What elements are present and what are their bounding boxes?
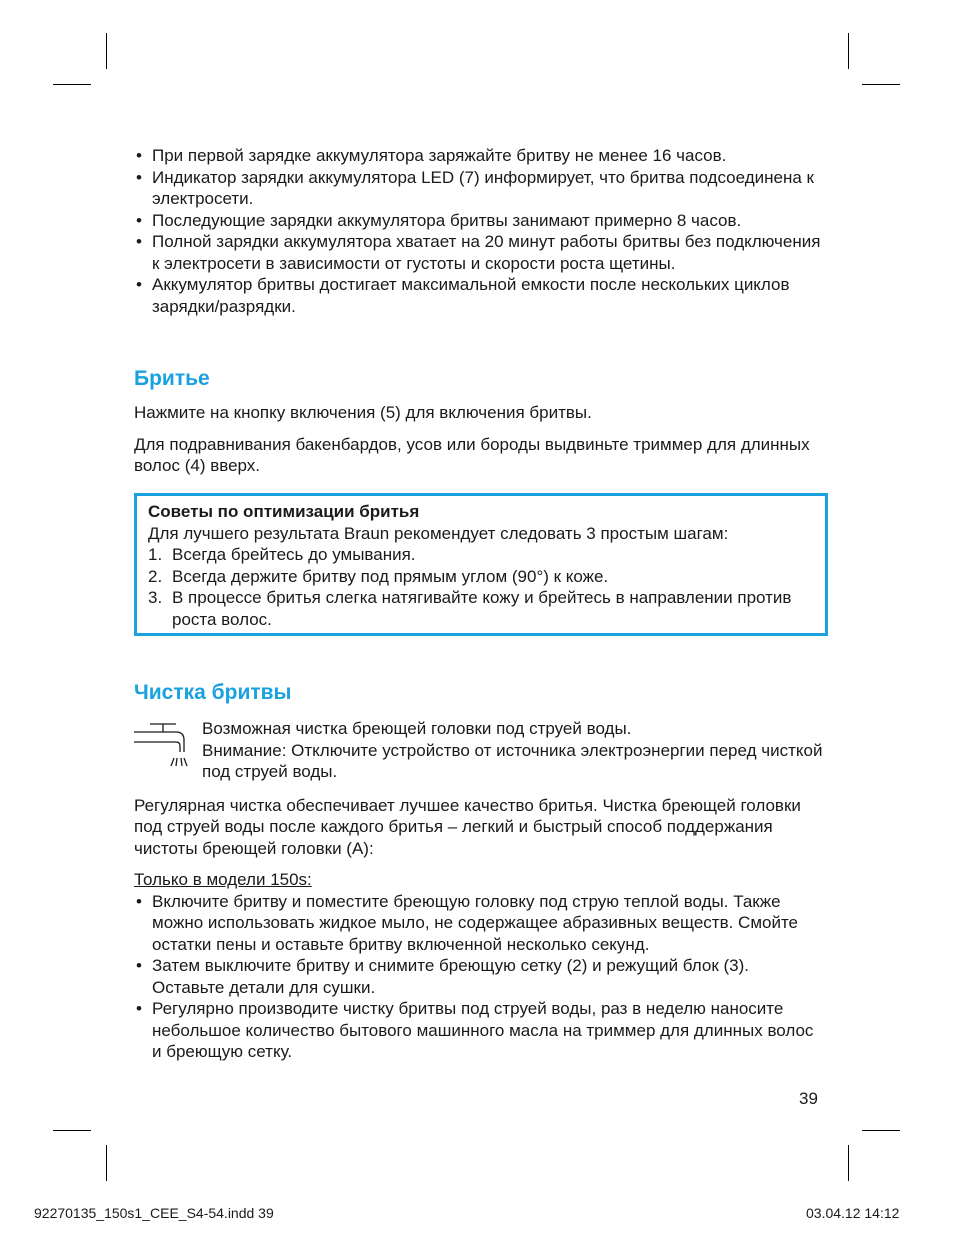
step-number: 3. bbox=[148, 588, 163, 607]
crop-mark-bottom-left-v bbox=[106, 1145, 107, 1181]
list-item: • Затем выключите бритву и снимите бреющую сетку (2) и режущий блок (3). Оставьте детали для сушки. bbox=[134, 955, 824, 998]
list-item bbox=[148, 587, 818, 630]
crop-mark-bottom-left-h bbox=[53, 1130, 91, 1131]
water-note-line-2: Внимание: Отключите устройство от источника электроэнергии перед чисткой под струей воды. bbox=[202, 740, 823, 781]
crop-mark-top-right-v bbox=[848, 33, 849, 69]
shaving-paragraph-1: Нажмите на кнопку включения (5) для включения бритвы. bbox=[134, 403, 592, 422]
tips-steps-list bbox=[148, 544, 818, 630]
charging-bullet-list bbox=[134, 145, 824, 317]
section-heading-cleaning: Чистка бритвы bbox=[134, 681, 292, 704]
crop-mark-bottom-right-h bbox=[862, 1130, 900, 1131]
list-item: • При первой зарядке аккумулятора заряжайте бритву не менее 16 часов. bbox=[134, 145, 824, 167]
list-item: • Последующие зарядки аккумулятора бритвы занимают примерно 8 часов. bbox=[134, 210, 824, 232]
list-item: • Регулярно производите чистку бритвы под струей воды, раз в неделю наносите небольшое количество бытового машинного масла на триммер для длинных волос и бреющую сетку. bbox=[134, 998, 824, 1063]
cleaning-bullet-list bbox=[134, 891, 824, 1063]
model-note: Только в модели 150s: bbox=[134, 870, 312, 889]
step-number: 2. bbox=[148, 566, 163, 586]
water-tap-icon bbox=[134, 720, 190, 772]
footer-date: 03.04.12 14:12 bbox=[806, 1205, 900, 1221]
list-item: • Индикатор зарядки аккумулятора LED (7) информирует, что бритва подсоединена к электросети. bbox=[134, 167, 824, 210]
crop-mark-top-right-h bbox=[862, 84, 900, 85]
crop-mark-top-left-v bbox=[106, 33, 107, 69]
list-item: • Аккумулятор бритвы достигает максимальной емкости после нескольких циклов зарядки/разрядки. bbox=[134, 274, 824, 317]
crop-mark-top-left-h bbox=[53, 84, 91, 85]
footer-file-info: 92270135_150s1_CEE_S4-54.indd 39 bbox=[34, 1205, 274, 1221]
charging-section bbox=[134, 145, 824, 317]
list-item bbox=[148, 566, 818, 588]
step-number: 1. bbox=[148, 545, 163, 564]
cleaning-section bbox=[134, 680, 824, 1063]
water-note-line-1: Возможная чистка бреющей головки под струей воды. bbox=[202, 719, 632, 738]
list-item: • Включите бритву и поместите бреющую головку под струю теплой воды. Также можно использовать жидкое мыло, не содержащее абразивных веществ. Смойте остатки пены и оставьте бритву включенной несколько секунд. bbox=[134, 891, 824, 956]
tips-box bbox=[134, 493, 828, 636]
step-text: Всегда держите бритву под прямым углом (90°) к коже. bbox=[172, 566, 609, 586]
crop-mark-bottom-right-v bbox=[848, 1145, 849, 1181]
tips-title: Советы по оптимизации бритья bbox=[148, 502, 420, 521]
page-number: 39 bbox=[799, 1089, 818, 1108]
shaving-paragraph-2: Для подравнивания бакенбардов, усов или бороды выдвиньте триммер для длинных волос (4) вверх. bbox=[134, 434, 810, 475]
cleaning-paragraph: Регулярная чистка обеспечивает лучшее качество бритья. Чистка бреющей головки под струей воды после каждого бритья – легкий и быстрый способ поддержания чистоты бреющей головки (A): bbox=[134, 795, 801, 858]
tips-intro: Для лучшего результата Braun рекомендует следовать 3 простым шагам: bbox=[148, 523, 729, 543]
step-text: В процессе бритья слегка натягивайте кожу и брейтесь в направлении против роста волос. bbox=[172, 588, 792, 629]
step-text: Всегда брейтесь до умывания. bbox=[172, 545, 416, 564]
list-item bbox=[148, 544, 818, 566]
water-note bbox=[134, 718, 824, 783]
section-heading-shaving: Бритье bbox=[134, 367, 210, 390]
shaving-section bbox=[134, 366, 824, 477]
list-item: • Полной зарядки аккумулятора хватает на 20 минут работы бритвы без подключения к электросети в зависимости от густоты и скорости роста щетины. bbox=[134, 231, 824, 274]
